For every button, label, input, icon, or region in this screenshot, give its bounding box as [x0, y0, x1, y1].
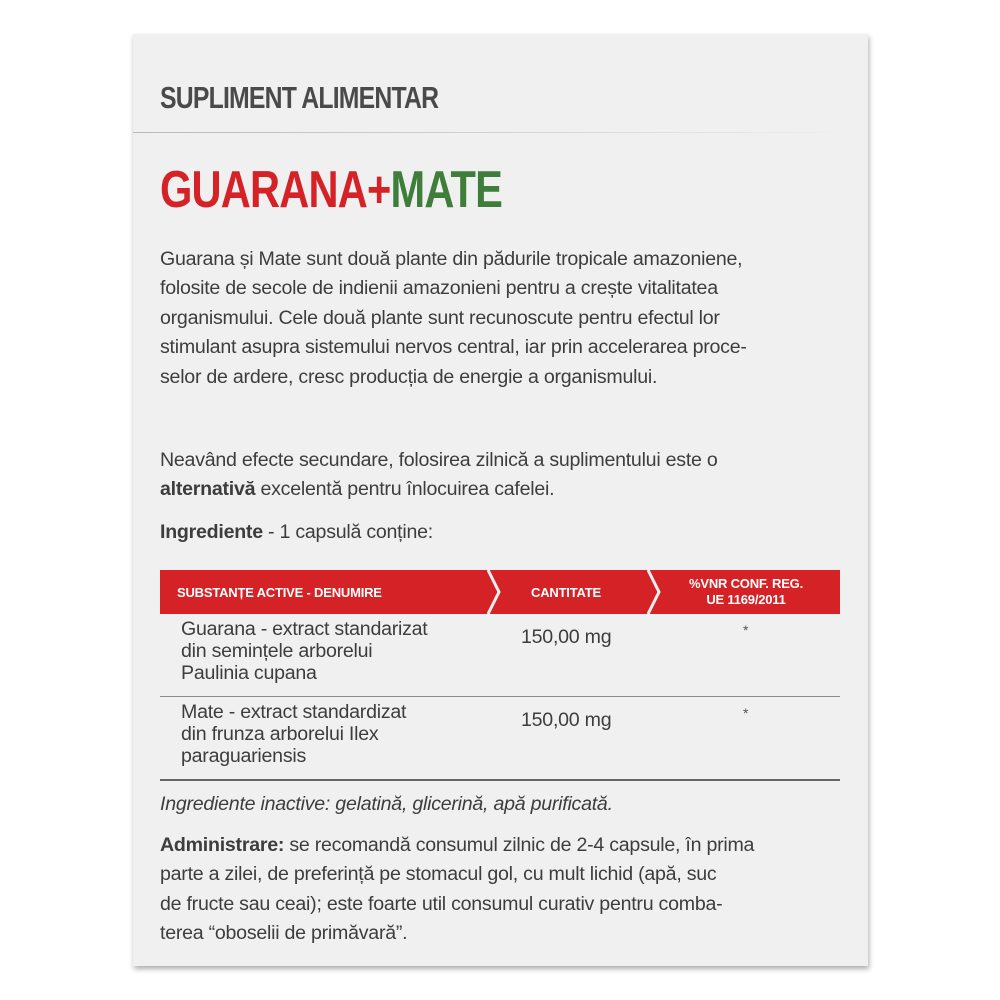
inactive-ingredients: Ingrediente inactive: gelatină, glicerină, apă purificată.: [160, 793, 613, 815]
alternative-line: Neavând efecte secundare, folosirea zilnică a suplimentului este o: [160, 449, 718, 471]
intro-line: folosite de secole de indienii amazonieni pentru a crește vitalitatea: [160, 277, 718, 300]
administration-paragraph: [160, 831, 850, 949]
column-header-vnr: [652, 576, 840, 608]
column-header-vnr-line2: UE 1169/2011: [706, 592, 786, 607]
ingredient-name: Mate - extract standardizat din frunza arborelui Ilex paraguariensis: [181, 701, 407, 767]
ingredients-table: [160, 570, 840, 780]
column-header-substance: SUBSTANȚE ACTIVE - DENUMIRE: [177, 585, 382, 600]
table-bottom-rule: [160, 779, 840, 781]
intro-line: organismului. Cele două plante sunt recunoscute pentru efectul lor: [160, 306, 720, 329]
product-title-part1: GUARANA+: [160, 161, 391, 219]
intro-line: selor de ardere, cresc producția de energie a organismului.: [160, 365, 658, 388]
alternative-line: [160, 475, 850, 504]
table-header: [160, 570, 840, 614]
product-title: [160, 161, 503, 219]
alternative-bold-word: alternativă: [160, 478, 256, 501]
ingredient-name: Guarana - extract standarizat din semințele arborelui Paulinia cupana: [181, 618, 428, 684]
administration-line-rest: se recomandă consumul zilnic de 2-4 capsule, în prima: [284, 834, 755, 856]
product-title-part2: MATE: [390, 161, 503, 219]
administration-label: Administrare:: [160, 834, 285, 856]
administration-line: de fructe sau ceai); este foarte util consumul curativ pentru comba-: [160, 892, 723, 915]
alternative-line-rest: excelentă pentru înlocuirea cafelei.: [255, 478, 555, 501]
column-header-quantity: CANTITATE: [531, 585, 601, 600]
table-row: [160, 697, 840, 780]
administration-line: parte a zilei, de preferință pe stomacul gol, cu mult lichid (apă, suc: [160, 863, 717, 886]
ingredient-vnr: *: [743, 705, 749, 721]
administration-line: terea “oboselii de primăvară”.: [160, 922, 408, 945]
intro-line: stimulant asupra sistemului nervos central, iar prin accelerarea proce-: [160, 336, 747, 359]
intro-paragraph: [160, 245, 850, 392]
ingredients-intro-rest: - 1 capsulă conține:: [262, 521, 433, 543]
label-card: [133, 34, 868, 966]
column-header-vnr-line1: %VNR CONF. REG.: [688, 576, 803, 591]
ingredients-label: Ingrediente: [160, 521, 263, 543]
ingredient-quantity: 150,00 mg: [521, 626, 612, 648]
ingredient-vnr: *: [743, 622, 749, 638]
table-row: [160, 614, 840, 697]
ingredient-quantity: 150,00 mg: [521, 709, 612, 731]
intro-line: Guarana și Mate sunt două plante din pădurile tropicale amazoniene,: [160, 248, 743, 270]
ingredients-intro: [160, 518, 850, 547]
alternative-paragraph: [160, 446, 850, 505]
divider: [133, 132, 853, 133]
category-heading: SUPLIMENT ALIMENTAR: [160, 80, 439, 115]
